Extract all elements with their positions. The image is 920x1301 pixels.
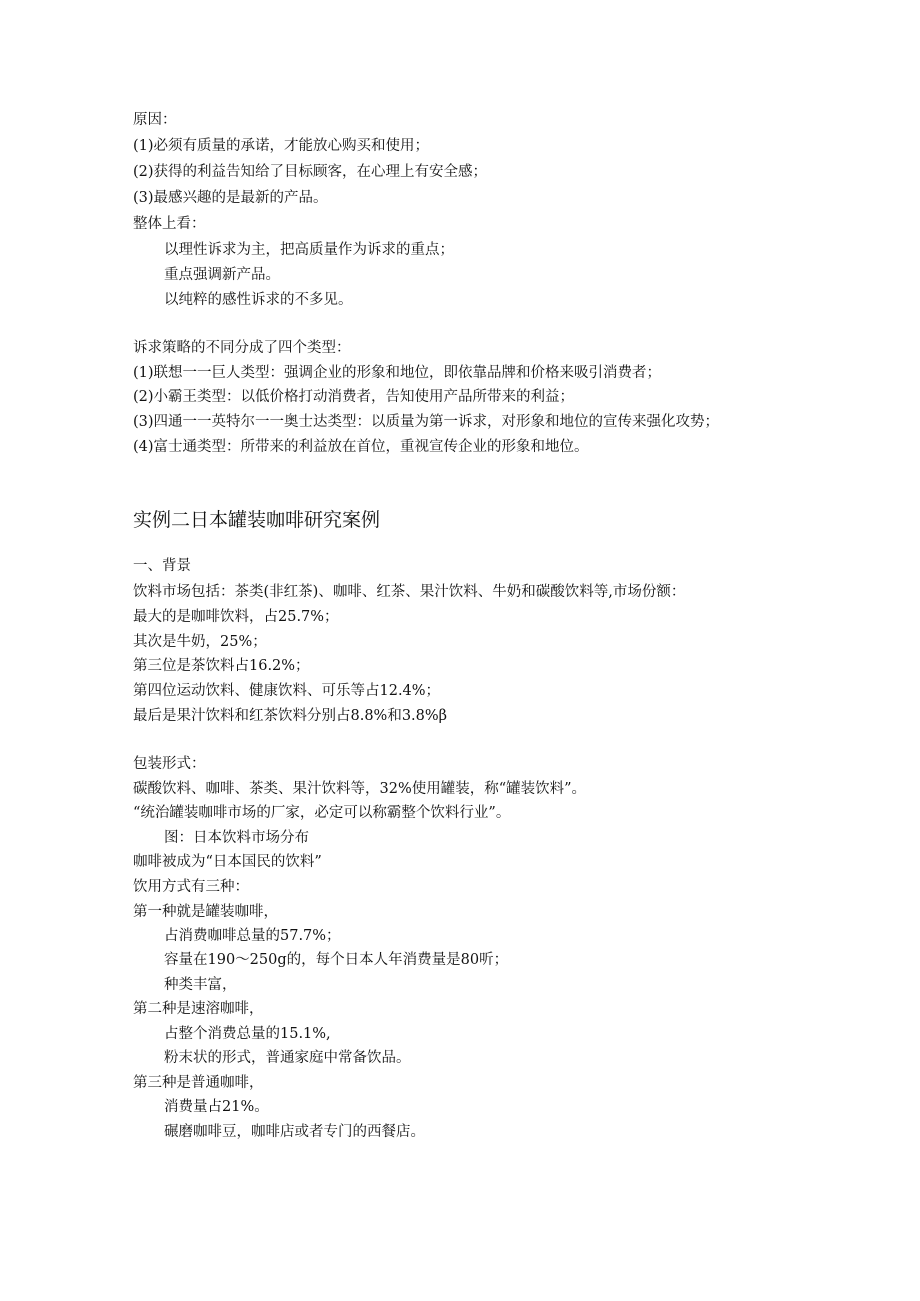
- packaging-title: 包装形式：: [133, 756, 206, 772]
- market-line: 最后是果汁饮料和红茶饮料分别占8.8%和3.8%β: [133, 708, 448, 724]
- reason-item: (1)必须有质量的承诺，才能放心购买和使用；: [133, 138, 430, 154]
- strategy-title: 诉求策略的不同分成了四个类型：: [133, 340, 351, 356]
- figure-caption: 图：日本饮料市场分布: [164, 830, 309, 846]
- strategy-type: (4)富士通类型：所带来的利益放在首位，重视宣传企业的形象和地位。: [133, 439, 589, 455]
- strategy-type: (3)四通一一英特尔一一奥士达类型：以质量为第一诉求，对形象和地位的宣传来强化攻势；: [133, 414, 720, 430]
- way-point: 容量在190～250g的，每个日本人年消费量是80听；: [164, 952, 509, 968]
- way-point: 消费量占21%。: [164, 1099, 269, 1115]
- strategy-type: (1)联想一一巨人类型：强调企业的形象和地位，即依靠品牌和价格来吸引消费者；: [133, 365, 662, 381]
- way-title: 第三种是普通咖啡，: [133, 1075, 264, 1091]
- market-line: 第三位是茶饮料占16.2%；: [133, 658, 310, 674]
- market-line: 最大的是咖啡饮料，占25.7%；: [133, 609, 339, 625]
- overall-title: 整体上看：: [133, 216, 206, 232]
- way-point: 粉末状的形式，普通家庭中常备饮品。: [164, 1050, 411, 1066]
- overall-point: 以理性诉求为主，把高质量作为诉求的重点；: [164, 242, 454, 258]
- packaging-line: 碳酸饮料、咖啡、茶类、果汁饮料等，32%使用罐装，称“罐装饮料”。: [133, 781, 587, 797]
- way-point: 碾磨咖啡豆，咖啡店或者专门的西餐店。: [164, 1124, 425, 1140]
- strategy-type: (2)小霸王类型：以低价格打动消费者，告知使用产品所带来的利益；: [133, 389, 575, 405]
- reason-item: (2)获得的利益告知给了目标顾客，在心理上有安全感；: [133, 164, 488, 180]
- overall-point: 以纯粹的感性诉求的不多见。: [164, 292, 353, 308]
- market-line: 饮料市场包括：茶类(非红茶)、咖啡、红茶、果汁饮料、牛奶和碳酸饮料等,市场份额：: [133, 584, 686, 600]
- market-line: 第四位运动饮料、健康饮料、可乐等占12.4%；: [133, 683, 441, 699]
- background-title: 一、背景: [133, 558, 191, 574]
- way-point: 占消费咖啡总量的57.7%；: [164, 928, 341, 944]
- ways-title: 饮用方式有三种：: [133, 879, 249, 895]
- coffee-called-line: 咖啡被成为“日本国民的饮料”: [133, 854, 322, 870]
- way-point: 种类丰富，: [164, 977, 237, 993]
- overall-point: 重点强调新产品。: [164, 267, 280, 283]
- way-point: 占整个消费总量的15.1%,: [164, 1026, 331, 1042]
- reason-item: (3)最感兴趣的是最新的产品。: [133, 190, 328, 206]
- market-line: 其次是牛奶，25%；: [133, 634, 267, 650]
- case-heading: 实例二日本罐装咖啡研究案例: [133, 509, 381, 531]
- way-title: 第二种是速溶咖啡，: [133, 1001, 264, 1017]
- quote-line: “统治罐装咖啡市场的厂家，必定可以称霸整个饮料行业”。: [133, 805, 511, 821]
- way-title: 第一种就是罐装咖啡，: [133, 904, 278, 920]
- reason-title: 原因：: [133, 112, 177, 128]
